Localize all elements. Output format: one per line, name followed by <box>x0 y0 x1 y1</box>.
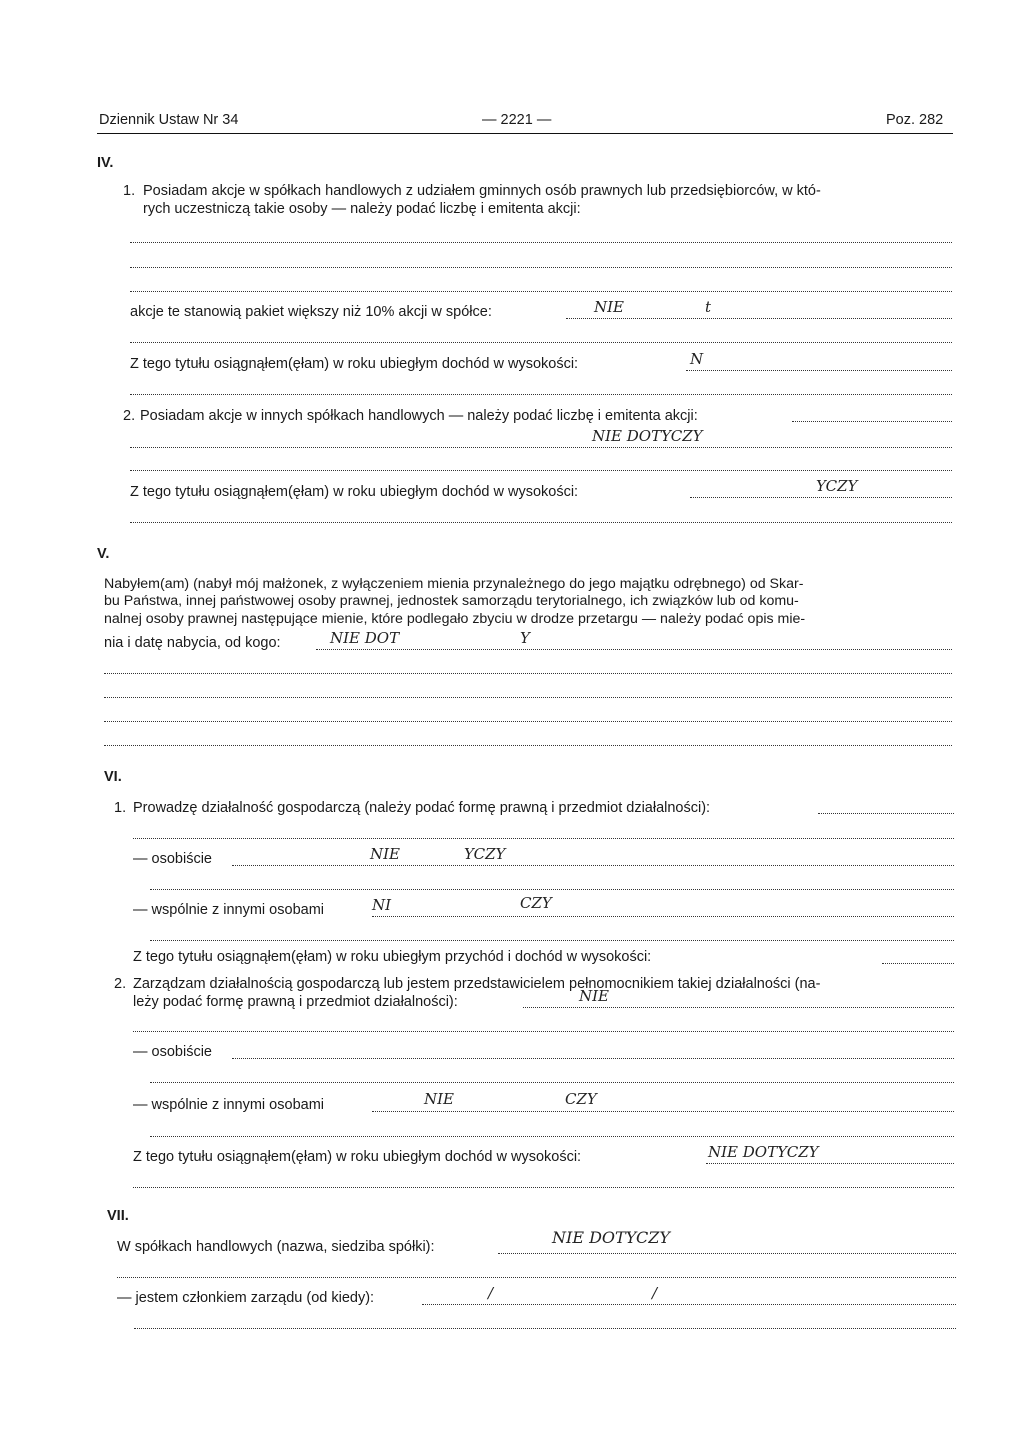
vi-q2-joint-answer-tail[interactable]: CZY <box>565 1090 597 1108</box>
answer-line[interactable] <box>130 394 952 395</box>
vi-q1-income-label: Z tego tytułu osiągnąłem(ęłam) w roku ubiegłym przychód i dochód w wysokości: <box>133 949 652 965</box>
answer-line[interactable] <box>690 497 952 498</box>
answer-line[interactable] <box>706 1163 954 1164</box>
iv-q1-text-line1: Posiadam akcje w spółkach handlowych z udziałem gminnych osób prawnych lub przedsiębiorców, w któ- <box>143 183 821 199</box>
vii-board-label: — jestem członkiem zarządu (od kiedy): <box>117 1290 375 1306</box>
vii-board-answer[interactable]: / <box>488 1284 494 1302</box>
answer-line[interactable] <box>523 1007 954 1008</box>
section-v-numeral: V. <box>97 546 110 562</box>
header-rule <box>97 133 953 134</box>
iv-q1-number: 1. <box>123 183 136 199</box>
section-vii-numeral: VII. <box>107 1208 129 1224</box>
answer-line[interactable] <box>150 889 954 890</box>
v-paragraph-line2: bu Państwa, innej państwowej osoby prawnej, jednostek samorządu terytorialnego, ich związków lub od komu- <box>104 593 799 609</box>
answer-line[interactable] <box>686 370 952 371</box>
vi-q2-income-label: Z tego tytułu osiągnąłem(ęłam) w roku ubiegłym dochód w wysokości: <box>133 1149 582 1165</box>
vi-q1-number: 1. <box>114 800 127 816</box>
answer-line[interactable] <box>232 865 954 866</box>
answer-line[interactable] <box>130 447 952 448</box>
section-vi-numeral: VI. <box>104 769 122 785</box>
vii-company-answer[interactable]: NIE DOTYCZY <box>552 1228 670 1247</box>
vi-personal-answer[interactable]: NIE <box>370 845 400 863</box>
answer-line[interactable] <box>130 522 952 523</box>
answer-line[interactable] <box>498 1253 956 1254</box>
answer-line[interactable] <box>130 342 952 343</box>
answer-line[interactable] <box>133 1187 954 1188</box>
vi-q2-text-line1: Zarządzam działalnością gospodarczą lub jestem przedstawicielem pełnomocnikiem takiej działalności (na- <box>133 976 821 992</box>
vi-joint-answer-tail[interactable]: CZY <box>520 894 552 912</box>
vi-q2-text-line2: leży podać formę prawną i przedmiot działalności): <box>133 994 458 1010</box>
iv-q2-answer[interactable]: NIE DOTYCZY <box>592 427 703 445</box>
answer-line[interactable] <box>130 291 952 292</box>
iv-q1-income-answer[interactable]: N <box>690 350 704 368</box>
answer-line[interactable] <box>566 318 952 319</box>
position-number: Poz. 282 <box>886 112 944 128</box>
answer-line[interactable] <box>104 745 952 746</box>
vi-personal-label: — osobiście <box>133 851 212 867</box>
answer-line[interactable] <box>316 649 952 650</box>
iv-q2-number: 2. <box>123 408 136 424</box>
vi-q2-answer[interactable]: NIE <box>579 987 609 1005</box>
answer-line[interactable] <box>133 1031 954 1032</box>
vi-q2-joint-label: — wspólnie z innymi osobami <box>133 1097 324 1113</box>
answer-line[interactable] <box>232 1058 954 1059</box>
answer-line[interactable] <box>117 1277 956 1278</box>
iv-q1-stake-answer[interactable]: NIE <box>594 298 624 316</box>
answer-line[interactable] <box>150 1136 954 1137</box>
answer-line[interactable] <box>130 242 952 243</box>
iv-q2-label: Posiadam akcje w innych spółkach handlowych — należy podać liczbę i emitenta akcji: <box>140 408 698 424</box>
vii-board-answer-tail[interactable]: / <box>652 1284 658 1302</box>
iv-q1-income-label: Z tego tytułu osiągnąłem(ęłam) w roku ubiegłym dochód w wysokości: <box>130 356 579 372</box>
answer-line[interactable] <box>372 1111 954 1112</box>
vi-joint-answer[interactable]: NI <box>372 896 392 914</box>
iv-q2-income-answer[interactable]: YCZY <box>816 477 858 495</box>
answer-line[interactable] <box>130 470 952 471</box>
answer-line[interactable] <box>133 838 954 839</box>
v-answer-tail[interactable]: Y <box>520 629 530 647</box>
answer-line[interactable] <box>422 1304 956 1305</box>
answer-line[interactable] <box>882 963 954 964</box>
answer-line[interactable] <box>104 673 952 674</box>
answer-line[interactable] <box>134 1328 956 1329</box>
page-number: — 2221 — <box>482 112 552 128</box>
vi-q2-joint-answer[interactable]: NIE <box>424 1090 454 1108</box>
iv-q1-text-line2: rych uczestniczą takie osoby — należy podać liczbę i emitenta akcji: <box>143 201 581 217</box>
vi-q1-label: Prowadzę działalność gospodarczą (należy podać formę prawną i przedmiot działalności): <box>133 800 711 816</box>
answer-line[interactable] <box>130 267 952 268</box>
vi-personal-answer-tail[interactable]: YCZY <box>464 845 506 863</box>
iv-q1-stake-answer-tail[interactable]: t <box>705 298 712 316</box>
vi-joint-label: — wspólnie z innymi osobami <box>133 902 324 918</box>
v-paragraph-line4: nia i datę nabycia, od kogo: <box>104 635 281 651</box>
journal-title: Dziennik Ustaw Nr 34 <box>99 112 239 128</box>
answer-line[interactable] <box>150 940 954 941</box>
vi-q2-income-answer[interactable]: NIE DOTYCZY <box>708 1143 819 1161</box>
iv-q1-stake-label: akcje te stanowią pakiet większy niż 10% akcji w spółce: <box>130 304 492 320</box>
iv-q2-income-label: Z tego tytułu osiągnąłem(ęłam) w roku ubiegłym dochód w wysokości: <box>130 484 579 500</box>
answer-line[interactable] <box>792 421 952 422</box>
section-iv-numeral: IV. <box>97 155 114 171</box>
v-paragraph-line3: nalnej osoby prawnej następujące mienie, które podlegało zbyciu w drodze przetargu — należy podać opis mie- <box>104 611 806 627</box>
v-answer[interactable]: NIE DOT <box>330 629 400 647</box>
answer-line[interactable] <box>104 721 952 722</box>
answer-line[interactable] <box>150 1082 954 1083</box>
answer-line[interactable] <box>818 813 954 814</box>
v-paragraph-line1: Nabyłem(am) (nabył mój małżonek, z wyłączeniem mienia przynależnego do jego majątku odrębnego) od Skar- <box>104 576 804 592</box>
vi-q2-number: 2. <box>114 976 127 992</box>
vii-company-label: W spółkach handlowych (nazwa, siedziba spółki): <box>117 1239 435 1255</box>
answer-line[interactable] <box>372 916 954 917</box>
vi-q2-personal-label: — osobiście <box>133 1044 212 1060</box>
answer-line[interactable] <box>104 697 952 698</box>
